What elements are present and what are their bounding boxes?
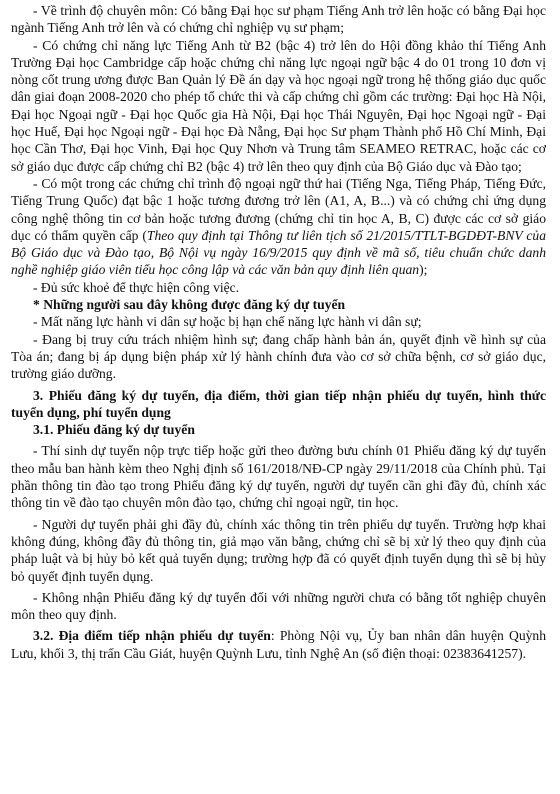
paragraph-english-certificate: - Có chứng chỉ năng lực Tiếng Anh từ B2 (bậc 4) trở lên do Hội đồng khảo thí Tiếng Anh Trường Đại học Cambridge cấp hoặc chứng chỉ năng lực ngoại ngữ bậc 4 do 01 trong 10 đơn vị nòng cốt trung ương được Ban Quản lý Đề án dạy và học ngoại ngữ trong hệ thống giáo dục quốc dân giai đoạn 2008-2020 cho phép tổ chức thi và cấp chứng chỉ gồm các trường: Đại học Hà Nội, Đại học Ngoại ngữ - Đại học Quốc gia Hà Nội, Đại học Thái Nguyên, Đại học Ngoại ngữ - Đại học Huế, Đại học Ngoại ngữ - Đại học Đà Nẵng, Đại học Sư phạm Thành phố Hồ Chí Minh, Đại học Cần Thơ, Đại học Vinh, Đại học Quy Nhơn và Trung tâm SEAMEO RETRAC, hoặc các cơ sở giáo dục được cấp chứng chỉ B2 (bậc 4) trở lên theo quy định của Bộ Giáo dục và Đào tạo; [11,37,546,174]
paragraph-accuracy: - Người dự tuyển phải ghi đầy đủ, chính xác thông tin trên phiếu dự tuyển. Trường hợp khai không đúng, không đầy đủ thông tin, giả mạo văn bằng, chứng chỉ sẽ bị xử lý theo quy định của pháp luật và bị hủy bỏ kết quả tuyển dụng; trường hợp đã có quyết định tuyển dụng thì sẽ bị hủy bỏ quyết định tuyển dụng. [11,516,546,584]
paragraph-health: - Đủ sức khoẻ để thực hiện công việc. [33,279,240,295]
location-text: : Phòng Nội vụ, Ủy ban nhân dân huyện Quỳnh Lưu, khối 3, thị trấn Cầu Giát, huyện Quỳnh Lưu, tỉnh Nghệ An (số điện thoại: 02383641257). [11,628,547,661]
paragraph-qualification: - Về trình độ chuyên môn: Có bằng Đại học sư phạm Tiếng Anh trở lên hoặc có bằng Đại học ngành Tiếng Anh trở lên và có chứng chỉ nghiệp vụ sư phạm; [11,3,546,36]
heading-section-3: 3. Phiếu đăng ký dự tuyển, địa điểm, thời gian tiếp nhận phiếu dự tuyển, hình thức tuyển dụng, phí tuyển dụng [11,387,546,420]
second-language-text: - Có một trong các chứng chỉ trình độ ngoại ngữ thứ hai (Tiếng Nga, Tiếng Pháp, Tiếng Đức, Tiếng Trung Quốc) đạt bậc 1 hoặc tương đương trở lên (A1, A, B...) và có chứng chỉ ứng dụng công nghệ thông tin cơ bản hoặc tương đương (chứng chỉ tin học A, B, C) được các cơ sở giáo dục có thẩm quyền cấp ( [11,175,546,243]
heading-section-3-1: 3.1. Phiếu đăng ký dự tuyển [33,422,195,438]
legal-reference: Theo quy định tại Thông tư liên tịch số 21/2015/TTLT-BGDĐT-BNV của Bộ Giáo dục và Đào tạo, Bộ Nội vụ ngày 16/9/2015 quy định về mã số, tiêu chuẩn chức danh nghề nghiệp giáo viên tiểu học công lập và các văn bản quy định liên quan [11,227,546,278]
second-language-end: ); [419,262,428,278]
heading-section-3-2: 3.2. Địa điểm tiếp nhận phiếu dự tuyển [33,628,271,644]
paragraph-second-language [11,175,546,279]
heading-ineligible: * Những người sau đây không được đăng ký dự tuyển [33,297,346,313]
paragraph-section-3-2 [11,627,546,662]
paragraph-criminal: - Đang bị truy cứu trách nhiệm hình sự; đang chấp hành bản án, quyết định về hình sự của Tòa án; đang bị áp dụng biện pháp xử lý hành chính đưa vào cơ sở chữa bệnh, cơ sở giáo dục, trường giáo dưỡng. [11,331,546,382]
paragraph-not-accepted: - Không nhận Phiếu đăng ký dự tuyển đối với những người chưa có bằng tốt nghiệp chuyên môn theo quy định. [11,589,546,623]
paragraph-submission: - Thí sinh dự tuyển nộp trực tiếp hoặc gửi theo đường bưu chính 01 Phiếu đăng ký dự tuyển theo mẫu ban hành kèm theo Nghị định số 161/2018/NĐ-CP ngày 29/11/2018 của Chính phủ. Tại phần thông tin đào tạo trong Phiếu đăng ký dự tuyển, người dự tuyển cần ghi đầy đủ, chính xác thông tin về đào tạo chuyên môn đào tạo, chứng chỉ ngoại ngữ, tin học. [11,443,546,511]
paragraph-civil-capacity: - Mất năng lực hành vi dân sự hoặc bị hạn chế năng lực hành vi dân sự; [33,314,422,330]
